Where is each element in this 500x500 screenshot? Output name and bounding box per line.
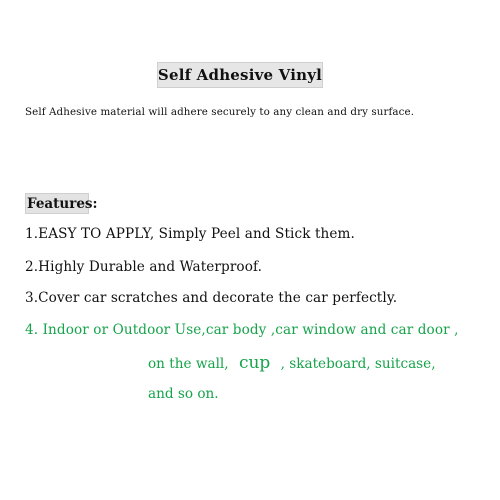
intro-text: Self Adhesive material will adhere securely to any clean and dry surface. <box>25 106 415 118</box>
page-title-text: Self Adhesive Vinyl <box>157 66 323 84</box>
feature-item-3: 3.Cover car scratches and decorate the car perfectly. <box>25 290 398 306</box>
feature-item-2: 2.Highly Durable and Waterproof. <box>25 259 263 275</box>
feature-item-4-continuation-2: and so on. <box>148 386 219 402</box>
features-heading-text: Features: <box>27 195 98 212</box>
feature-item-1: 1.EASY TO APPLY, Simply Peel and Stick them. <box>25 226 355 242</box>
feature-item-4: 4. Indoor or Outdoor Use,car body ,car window and car door , <box>25 322 459 338</box>
feature-4-cup-text: cup <box>238 353 271 373</box>
features-heading <box>25 193 98 214</box>
feature-4-skateboard-text: , skateboard, suitcase, <box>280 356 436 372</box>
feature-4-wall-text: on the wall, <box>148 356 229 372</box>
feature-item-4-continuation-1 <box>148 353 436 373</box>
page-title <box>157 62 323 88</box>
